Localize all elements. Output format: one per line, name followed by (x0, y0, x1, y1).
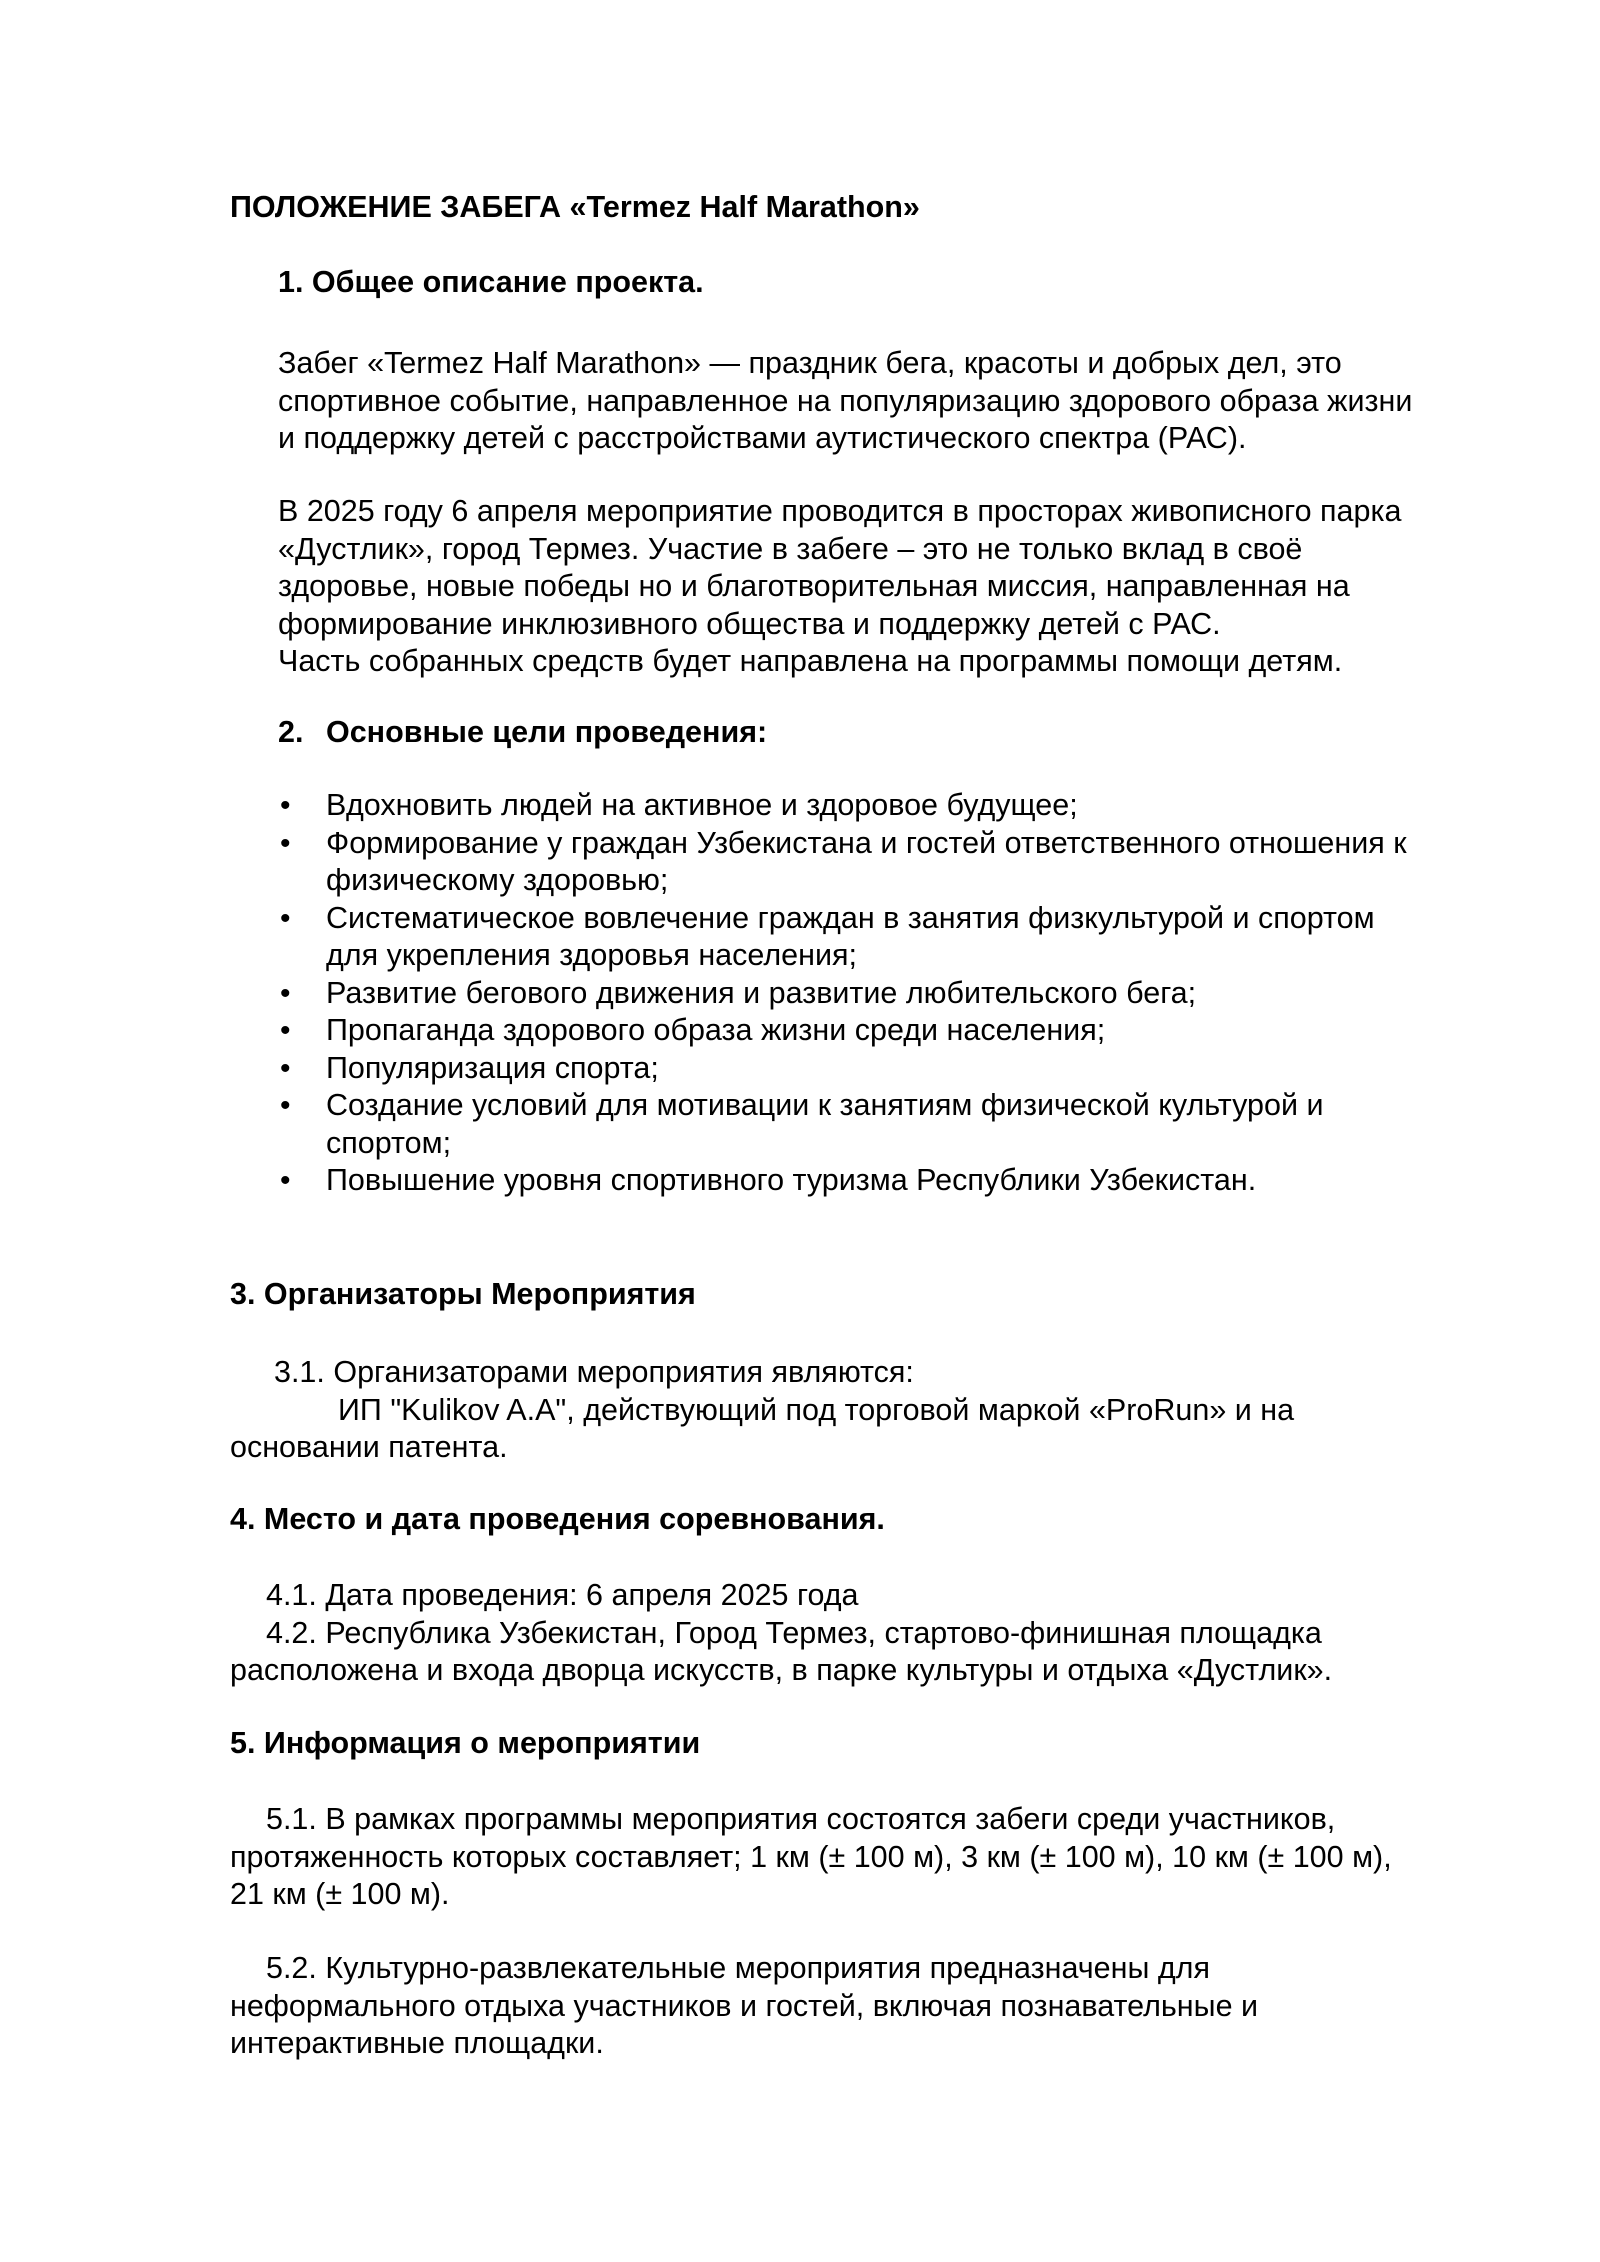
paragraph-line: 4.1. Дата проведения: 6 апреля 2025 года (266, 1578, 859, 1612)
list-item-text: Создание условий для мотивации к занятиям физической культурой и (326, 1088, 1324, 1122)
list-item-text: Формирование у граждан Узбекистана и гостей ответственного отношения к (326, 825, 1407, 860)
document-title: ПОЛОЖЕНИЕ ЗАБЕГА «Termez Half Marathon» (230, 190, 920, 224)
list-item-text: Повышение уровня спортивного туризма Республики Узбекистан. (326, 1163, 1257, 1197)
paragraph-line: протяженность которых составляет; 1 км (± 100 м), 3 км (± 100 м), 10 км (± 100 м), (230, 1839, 1392, 1874)
paragraph-line: основании патента. (230, 1430, 508, 1464)
list-item-text: для укрепления здоровья населения; (326, 938, 857, 972)
paragraph-line: «Дустлик», город Термез. Участие в забеге – это не только вклад в своё (278, 531, 1303, 566)
paragraph-line: 21 км (± 100 м). (230, 1877, 450, 1911)
list-item (278, 1162, 1538, 1200)
list-item-text: Систематическое вовлечение граждан в занятия физкультурой и спортом (326, 900, 1375, 935)
paragraph-line: неформального отдыха участников и гостей, включая познавательные и (230, 1988, 1259, 2023)
paragraph-line: спортивное событие, направленное на популяризацию здорового образа жизни (278, 383, 1413, 418)
paragraph-line: ИП "Kulikov A.A", действующий под торговой маркой «ProRun» и на (338, 1392, 1295, 1427)
list-item (278, 787, 1538, 825)
section-3-body (230, 1354, 1530, 1467)
section-1-heading: 1. Общее описание проекта. (278, 265, 704, 299)
section-5-paragraph-1 (230, 1801, 1530, 1914)
paragraph-line: и поддержку детей с расстройствами аутистического спектра (РАС). (278, 421, 1247, 455)
list-item-text: Пропаганда здорового образа жизни среди населения; (326, 1013, 1106, 1047)
list-item-text: Развитие бегового движения и развитие любительского бега; (326, 975, 1197, 1010)
list-item-text: физическому здоровью; (326, 863, 669, 897)
list-item (278, 825, 1538, 900)
paragraph-line: 4.2. Республика Узбекистан, Город Термез, стартово-финишная площадка (266, 1615, 1322, 1650)
section-2-heading (278, 714, 1578, 752)
list-item-text: Вдохновить людей на активное и здоровое будущее; (326, 788, 1078, 822)
paragraph-line: здоровье, новые победы но и благотворительная миссия, направленная на (278, 569, 1350, 603)
section-4-body (230, 1577, 1530, 1690)
section-5-heading: 5. Информация о мероприятии (230, 1726, 701, 1760)
list-item-text: спортом; (326, 1125, 452, 1160)
paragraph-line: 5.2. Культурно-развлекательные мероприятия предназначены для (266, 1951, 1210, 1985)
list-item (278, 900, 1538, 975)
section-2-heading-text: Основные цели проведения: (326, 715, 768, 749)
section-5-paragraph-2 (230, 1950, 1530, 2063)
paragraph-line: 3.1. Организаторами мероприятия являются: (274, 1355, 914, 1389)
paragraph-line: Забег «Termez Half Marathon» — праздник бега, красоты и добрых дел, это (278, 346, 1342, 380)
bullet-icon: • (280, 789, 291, 822)
paragraph-line: Часть собранных средств будет направлена на программы помощи детям. (278, 644, 1343, 678)
list-item (278, 1012, 1538, 1050)
paragraph-line: 5.1. В рамках программы мероприятия состоятся забеги среди участников, (266, 1802, 1336, 1836)
section-3-heading: 3. Организаторы Мероприятия (230, 1277, 696, 1311)
list-item-text: Популяризация спорта; (326, 1050, 659, 1085)
paragraph-line: расположена и входа дворца искусств, в парке культуры и отдыха «Дустлик». (230, 1653, 1333, 1687)
paragraph-line: формирование инклюзивного общества и поддержку детей с РАС. (278, 606, 1221, 641)
paragraph-line: В 2025 году 6 апреля мероприятие проводится в просторах живописного парка (278, 494, 1402, 528)
section-1-paragraph-2 (278, 493, 1578, 681)
section-4-heading: 4. Место и дата проведения соревнования. (230, 1502, 885, 1536)
bullet-icon: • (280, 976, 291, 1010)
section-1-paragraph-1 (278, 345, 1578, 458)
goals-list (278, 787, 1538, 1200)
bullet-icon: • (280, 1089, 291, 1122)
bullet-icon: • (280, 1014, 291, 1047)
bullet-icon: • (280, 1164, 291, 1197)
bullet-icon: • (280, 826, 291, 860)
list-item (278, 975, 1538, 1013)
list-item (278, 1087, 1538, 1162)
paragraph-line: интерактивные площадки. (230, 2026, 604, 2060)
bullet-icon: • (280, 1051, 291, 1085)
list-item (278, 1050, 1538, 1088)
section-2-heading-number: 2. (278, 715, 304, 749)
bullet-icon: • (280, 901, 291, 935)
